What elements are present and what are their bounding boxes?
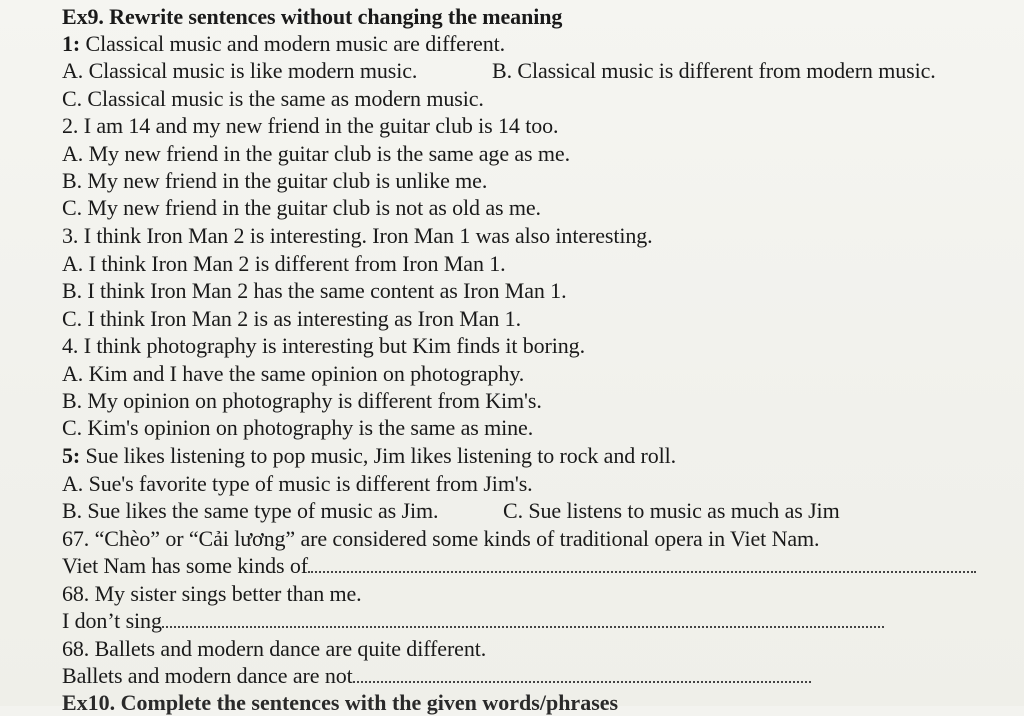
question-2-option-b: B. My new friend in the guitar club is unlike me. [62,168,488,193]
question-5-option-c: C. Sue listens to music as much as Jim [503,498,840,523]
question-3-option-a: A. I think Iron Man 2 is different from Iron Man 1. [62,251,506,276]
question-1-option-c: C. Classical music is the same as modern music. [62,86,484,111]
question-5-option-a: A. Sue's favorite type of music is different from Jim's. [62,471,533,496]
exercise-9-title: Ex9. Rewrite sentences without changing the meaning [62,4,563,29]
question-1-number: 1: [62,31,81,56]
question-3-option-b: B. I think Iron Man 2 has the same content as Iron Man 1. [62,278,567,303]
question-67-text: 67. “Chèo” or “Cải lương” are considered some kinds of traditional opera in Viet Nam. [62,526,820,551]
question-68b-answer-line [62,663,811,689]
answer-blank-68b[interactable] [353,663,811,683]
question-67-answer-line [62,553,976,579]
question-68a-prompt: I don’t sing [62,608,162,633]
question-2-option-c: C. My new friend in the guitar club is not as old as me. [62,195,541,220]
question-4-text: 4. I think photography is interesting but Kim finds it boring. [62,333,585,358]
question-68a-text: 68. My sister sings better than me. [62,581,362,606]
question-5-text: Sue likes listening to pop music, Jim likes listening to rock and roll. [85,443,677,468]
question-68a-answer-line [62,608,884,634]
question-1-text: Classical music and modern music are different. [85,31,506,56]
question-5-option-b: B. Sue likes the same type of music as Jim. [62,498,439,523]
question-2-option-a: A. My new friend in the guitar club is the same age as me. [62,141,570,166]
question-3-option-c: C. I think Iron Man 2 is as interesting as Iron Man 1. [62,306,521,331]
question-2-text: 2. I am 14 and my new friend in the guitar club is 14 too. [62,113,559,138]
exercise-10-title: Ex10. Complete the sentences with the given words/phrases [62,690,619,715]
question-4-option-c: C. Kim's opinion on photography is the same as mine. [62,415,534,440]
question-1 [62,31,505,57]
question-1-option-b: B. Classical music is different from modern music. [492,58,936,83]
question-4-option-b: B. My opinion on photography is different from Kim's. [62,388,542,413]
question-4-option-a: A. Kim and I have the same opinion on photography. [62,361,525,386]
question-1-option-a: A. Classical music is like modern music. [62,58,418,83]
question-67-prompt: Viet Nam has some kinds of [62,553,308,578]
question-3-text: 3. I think Iron Man 2 is interesting. Iron Man 1 was also interesting. [62,223,653,248]
answer-blank-67[interactable] [308,553,976,573]
answer-blank-68a[interactable] [162,608,884,628]
question-5-number: 5: [62,443,81,468]
question-5 [62,443,676,469]
question-68b-prompt: Ballets and modern dance are not [62,663,353,688]
question-68b-text: 68. Ballets and modern dance are quite different. [62,636,487,661]
